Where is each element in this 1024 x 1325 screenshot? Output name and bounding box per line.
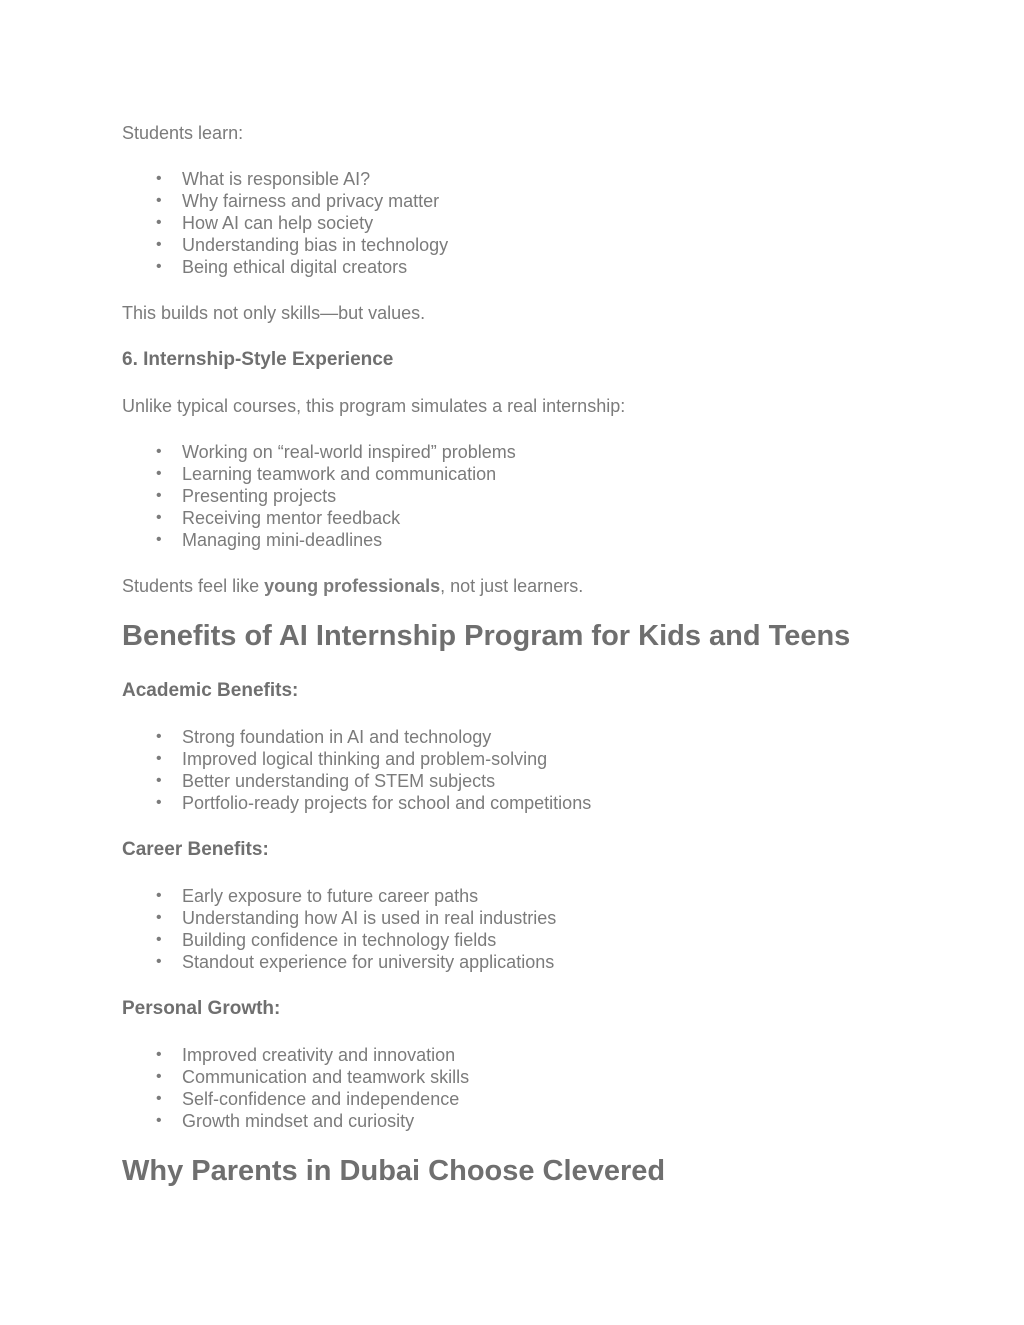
- list-item: • How AI can help society: [182, 212, 902, 234]
- why-parents-heading: Why Parents in Dubai Choose Clevered: [122, 1155, 666, 1187]
- benefits-section-heading: Benefits of AI Internship Program for Kids and Teens: [122, 620, 851, 652]
- list-item: • Working on “real-world inspired” problems: [182, 441, 902, 463]
- list-item: • Communication and teamwork skills: [182, 1066, 902, 1088]
- list-item: • Improved creativity and innovation: [182, 1044, 902, 1066]
- internship-style-heading: 6. Internship-Style Experience: [122, 349, 394, 370]
- list-item: • Learning teamwork and communication: [182, 463, 902, 485]
- academic-benefits-heading: Academic Benefits:: [122, 680, 299, 701]
- list-item: • Why fairness and privacy matter: [182, 190, 902, 212]
- list-item: • Early exposure to future career paths: [182, 885, 902, 907]
- list-item: • Better understanding of STEM subjects: [182, 770, 902, 792]
- list-item: • Presenting projects: [182, 485, 902, 507]
- internship-activities-list: [122, 441, 902, 551]
- list-item: • Building confidence in technology fields: [182, 929, 902, 951]
- internship-intro-paragraph: Unlike typical courses, this program simulates a real internship:: [122, 396, 626, 416]
- list-item: • Standout experience for university applications: [182, 951, 902, 973]
- students-learn-list: [122, 168, 902, 278]
- list-item: • What is responsible AI?: [182, 168, 902, 190]
- list-item: • Understanding bias in technology: [182, 234, 902, 256]
- personal-growth-heading: Personal Growth:: [122, 998, 281, 1019]
- list-item: • Receiving mentor feedback: [182, 507, 902, 529]
- list-item: • Being ethical digital creators: [182, 256, 902, 278]
- list-item: • Understanding how AI is used in real industries: [182, 907, 902, 929]
- young-professionals-paragraph: [122, 575, 902, 597]
- paragraph-text: , not just learners.: [440, 576, 584, 596]
- list-item: • Portfolio-ready projects for school and competitions: [182, 792, 902, 814]
- paragraph-text: Students feel like: [122, 576, 265, 596]
- list-item: • Improved logical thinking and problem-solving: [182, 748, 902, 770]
- builds-values-paragraph: This builds not only skills—but values.: [122, 303, 426, 323]
- students-learn-paragraph: Students learn:: [122, 123, 244, 143]
- list-item: • Managing mini-deadlines: [182, 529, 902, 551]
- academic-benefits-list: [122, 726, 902, 814]
- paragraph-bold-text: young professionals: [264, 576, 441, 596]
- list-item: • Self-confidence and independence: [182, 1088, 902, 1110]
- list-item: • Strong foundation in AI and technology: [182, 726, 902, 748]
- career-benefits-heading: Career Benefits:: [122, 839, 269, 860]
- list-item: • Growth mindset and curiosity: [182, 1110, 902, 1132]
- career-benefits-list: [122, 885, 902, 973]
- personal-growth-list: [122, 1044, 902, 1132]
